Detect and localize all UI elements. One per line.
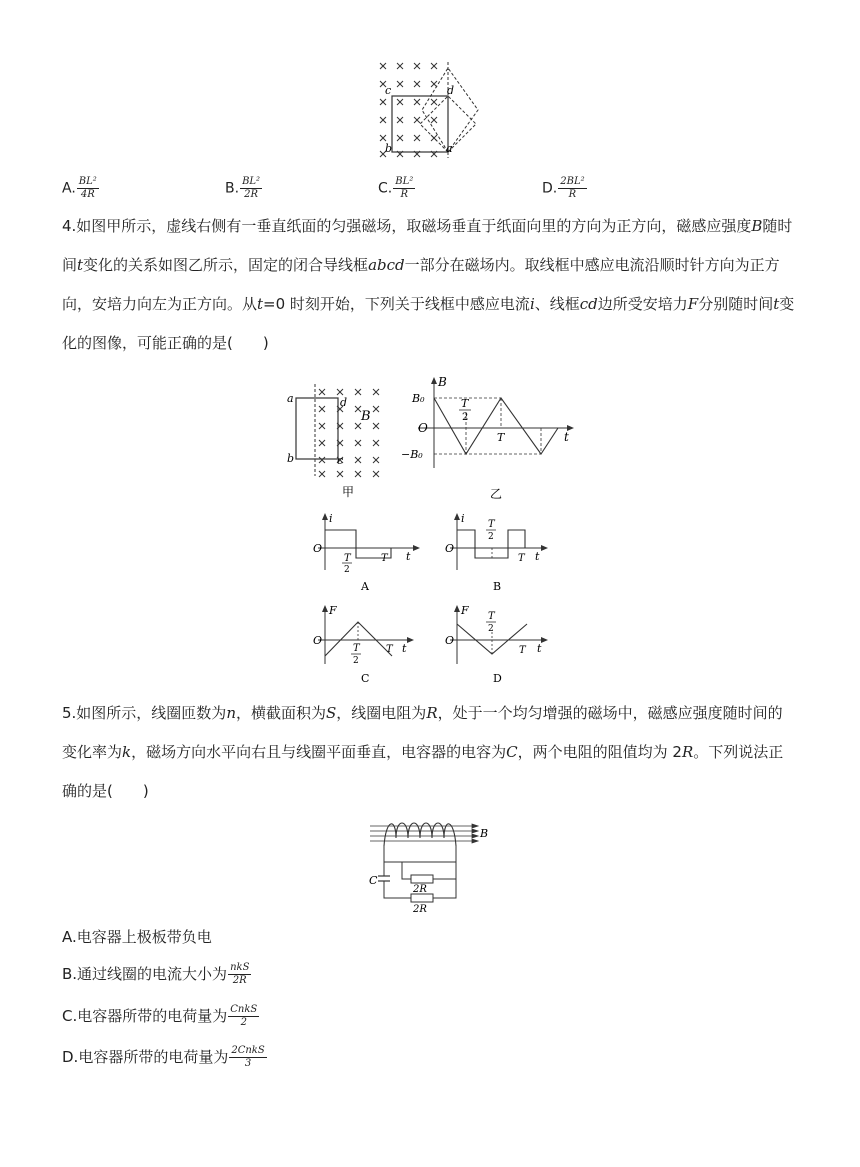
q4-graph-a[interactable]	[308, 510, 428, 596]
q4-figure-jia	[282, 380, 392, 502]
tick-B0: B₀	[412, 392, 425, 405]
axis-label-t: t	[406, 550, 411, 563]
resistor-2	[411, 894, 433, 902]
axis-label-t: t	[564, 430, 569, 444]
q5-option-b[interactable]: B.通过线圈的电流大小为 $\frac{\text{nkS}}{2R}$	[62, 962, 250, 986]
axis-label: i	[329, 512, 333, 525]
rotated-square	[422, 68, 478, 152]
tick-negB0: −B₀	[401, 448, 423, 461]
origin-label: O	[445, 634, 455, 647]
graph-caption: C	[361, 672, 370, 685]
option-fraction: $\frac{\text{nkS}}{2R}$	[230, 962, 250, 986]
label-b: b	[385, 142, 393, 155]
q5-question-text: 5.如图所示，线圈匝数为n，横截面积为S，线圈电阻为R，处于一个均匀增强的磁场中，磁感应强度随时间的变化率为k，磁场方向水平向右且与线圈平面垂直，电容器的电容为C，两个电阻的阻值均为 2R。下列说法正确的是( )	[62, 704, 784, 800]
q4-graph-c[interactable]	[308, 602, 428, 688]
tick-T-half-num: T	[488, 519, 495, 530]
resistor-1	[411, 875, 433, 883]
label-R1: 2R	[413, 884, 427, 895]
origin-label: O	[313, 542, 323, 555]
tick-T: T	[497, 431, 505, 444]
label-R2: 2R	[413, 904, 427, 914]
label-B: B	[361, 409, 371, 424]
label-C: C	[369, 874, 378, 887]
tick-T-half-num: T	[353, 643, 360, 654]
option-fraction: $\frac{\text{BL²}}{4R}$	[78, 176, 97, 200]
graph-caption: D	[493, 672, 502, 685]
q3-option-a[interactable]	[62, 176, 99, 201]
tick-T: T	[386, 644, 393, 655]
graph-caption: A	[361, 580, 369, 593]
b-t-curve	[434, 398, 558, 454]
q5-option-c[interactable]: C.电容器所带的电荷量为 $\frac{\text{CnkS}}{2}$	[62, 1004, 258, 1028]
option-letter: B.	[225, 180, 240, 197]
option-fraction: $\frac{\text{CnkS}}{2}$	[230, 1004, 258, 1028]
axis-label: F	[461, 604, 469, 617]
option-fraction: $\frac{\text{2BL²}}{R}$	[560, 176, 585, 200]
tick-T-half-den: 2	[353, 656, 359, 666]
tick-T-half-den: 2	[488, 624, 494, 634]
tick-T: T	[381, 553, 388, 564]
field-lines	[370, 824, 478, 843]
label-d: d	[340, 396, 348, 409]
option-fraction: $\frac{\text{BL²}}{2R}$	[242, 176, 261, 200]
tick-T-half-den: 2	[344, 565, 350, 575]
caption-yi: 乙	[490, 487, 503, 501]
axis-label-B: B	[438, 375, 447, 389]
label-b: b	[287, 452, 295, 465]
q4-graph-d[interactable]	[440, 602, 560, 688]
q5-option-a[interactable]: A.电容器上极板带负电	[62, 928, 212, 946]
option-letter: C.	[378, 180, 393, 197]
origin-label: O	[313, 634, 323, 647]
q3-option-d[interactable]	[542, 176, 587, 201]
axis-label: F	[329, 604, 337, 617]
tick-T-half-den: 2	[462, 412, 469, 423]
option-fraction: $\frac{\text{BL²}}{R}$	[395, 176, 414, 200]
tick-T: T	[518, 553, 525, 564]
origin-label: O	[418, 421, 428, 435]
wire-frame-abcd	[296, 398, 338, 459]
q3-figure	[372, 58, 487, 162]
tick-T-half-num: T	[344, 553, 351, 564]
tick-T: T	[519, 645, 526, 656]
axis-label-t: t	[535, 550, 540, 563]
q4-graph-b[interactable]	[440, 510, 560, 596]
caption-jia: 甲	[342, 485, 355, 499]
axis-label: i	[461, 512, 465, 525]
label-B: B	[480, 827, 489, 840]
q5-option-d[interactable]: D.电容器所带的电荷量为 $\frac{\text{2CnkS}}{3}$	[62, 1045, 265, 1069]
label-a: a	[446, 142, 453, 155]
label-c: c	[337, 454, 344, 467]
q4-question-text: 4.如图甲所示，虚线右侧有一垂直纸面的匀强磁场，取磁场垂直于纸面向里的方向为正方向，磁感应强度B随时间t变化的关系如图乙所示，固定的闭合导线框abcd一部分在磁场内。取线框中感应电流沿顺时针方向为正方向，安培力向左为正方向。从t=0 时刻开始，下列关于线框中感应电流i、线框cd边所受安培力F分别随时间t变化的图像，可能正确的是( )	[62, 217, 795, 352]
option-letter: A.	[62, 180, 76, 197]
label-d: d	[447, 84, 455, 97]
q3-option-c[interactable]	[378, 176, 415, 201]
origin-label: O	[445, 542, 455, 555]
tick-T-half-den: 2	[488, 532, 494, 542]
q3-option-b[interactable]	[225, 176, 262, 201]
option-letter: D.	[542, 180, 558, 197]
label-a: a	[287, 392, 294, 405]
coil	[384, 823, 456, 846]
graph-caption: B	[493, 580, 502, 593]
option-fraction: $\frac{\text{2CnkS}}{3}$	[231, 1045, 265, 1069]
tick-T-half-num: T	[488, 611, 495, 622]
tick-T-half-num: T	[461, 397, 469, 410]
axis-label-t: t	[537, 642, 542, 655]
q4-figure-yi	[398, 374, 578, 504]
q5-circuit-figure	[366, 818, 496, 914]
magnetic-field-crosses	[319, 389, 379, 477]
axis-label-t: t	[402, 642, 407, 655]
label-c: c	[385, 84, 392, 97]
